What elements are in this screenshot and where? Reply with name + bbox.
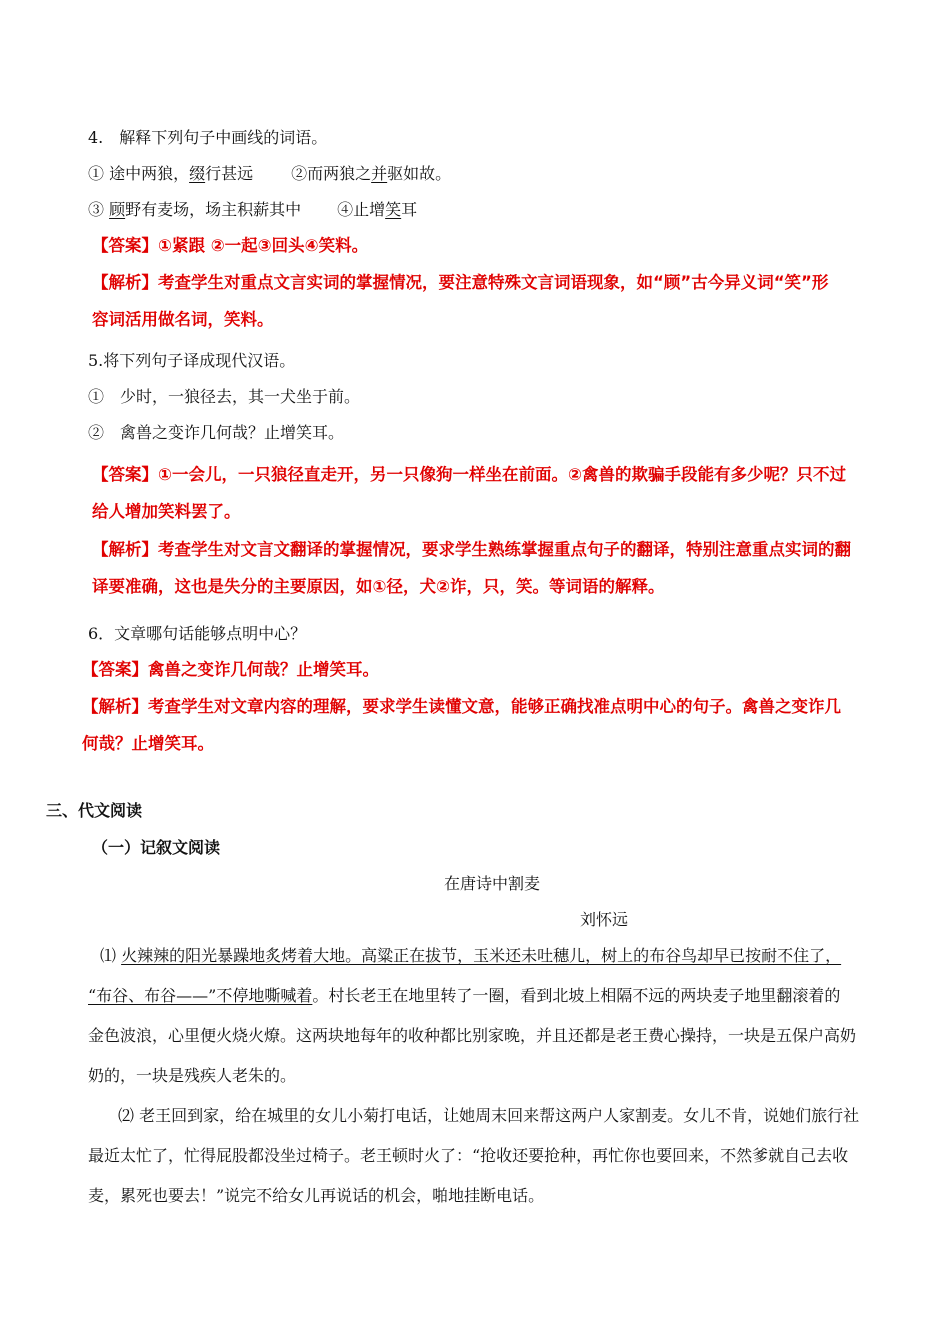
q5-answer-line-2: 给人增加笑料罢了。 [92, 502, 241, 521]
q4-answer: 【答案】①紧跟 ②一起③回头④笑料。 [92, 236, 369, 255]
q6-stem: 6．文章哪句话能够点明中心？ [88, 624, 307, 643]
q6-answer: 【答案】禽兽之变诈几何哉？止增笑耳。 [82, 660, 379, 679]
q5-answer-line-1: 【答案】①一会儿，一只狼径直走开，另一只像狗一样坐在前面。②禽兽的欺骗手段能有多少呢？只不过 [92, 465, 846, 484]
q5-item-2: ② 禽兽之变诈几何哉？止增笑耳。 [88, 423, 345, 442]
q4-line-2 [88, 200, 417, 220]
q5-analysis-line-2: 译要准确，这也是失分的主要原因，如①径，犬②诈，只，笑。等词语的解释。 [92, 577, 665, 596]
paragraph-1-text-b: 。村长老王在地里转了一圈，看到北坡上相隔不远的两块麦子地里翻滚着的 [312, 986, 841, 1005]
section-subheading: （一）记叙文阅读 [92, 838, 221, 857]
paragraph-1-line-3: 金色波浪，心里便火烧火燎。这两块地每年的收种都比别家晚，并且还都是老王费心操持，一块是五保户高奶 [88, 1026, 857, 1045]
q4-line-1 [88, 164, 451, 184]
q4-l1-a-prefix: ① 途中两狼， [88, 164, 190, 183]
paragraph-2-line-3: 麦，累死也要去！”说完不给女儿再说话的机会，啪地挂断电话。 [88, 1186, 545, 1205]
q4-l1-a-suffix: 行甚远 [205, 164, 254, 183]
section-heading: 三、代文阅读 [46, 801, 143, 820]
q4-stem: 4. 解释下列句子中画线的词语。 [88, 128, 328, 147]
q4-l1-a-underlined: 缀 [189, 164, 206, 183]
q4-l2-a-underlined: 顾 [109, 200, 126, 219]
q6-analysis-line-1: 【解析】考查学生对文章内容的理解，要求学生读懂文意，能够正确找准点明中心的句子。禽兽之变诈几 [82, 697, 841, 716]
q4-l2-b-suffix: 耳 [401, 200, 418, 219]
q5-analysis-line-1: 【解析】考查学生对文言文翻译的掌握情况，要求学生熟练掌握重点句子的翻译，特别注意重点实词的翻 [92, 540, 851, 559]
q4-l2-a-suffix: 野有麦场，场主积薪其中 [125, 200, 302, 219]
article-author: 刘怀远 [580, 910, 629, 929]
paragraph-2-line-1: ⑵ 老王回到家，给在城里的女儿小菊打电话，让她周末回来帮这两户人家割麦。女儿不肯，说她们旅行社 [118, 1106, 860, 1125]
q4-l2-b-underlined: 笑 [385, 200, 402, 219]
paragraph-1-line-2 [88, 986, 840, 1006]
paragraph-1-line-4: 奶的，一块是残疾人老朱的。 [88, 1066, 297, 1085]
paragraph-1-number: ⑴ [100, 946, 122, 965]
paragraph-1-line-1 [100, 946, 841, 966]
paragraph-2-line-2: 最近太忙了，忙得屁股都没坐过椅子。老王顿时火了：“抢收还要抢种，再忙你也要回来，不然爹就自己去收 [88, 1146, 849, 1165]
q4-l1-b-suffix: 驱如故。 [387, 164, 452, 183]
q5-stem: 5.将下列句子译成现代汉语。 [88, 351, 296, 370]
article-title: 在唐诗中割麦 [443, 874, 540, 893]
q5-item-1: ① 少时，一狼径去，其一犬坐于前。 [88, 387, 361, 406]
paragraph-1-underlined-a: 火辣辣的阳光暴躁地炙烤着大地。高粱正在拔节，玉米还未吐穗儿，树上的布谷鸟却早已按耐不住了， [121, 946, 842, 965]
q6-analysis-line-2: 何哉？止增笑耳。 [82, 734, 214, 753]
q4-analysis-line-2: 容词活用做名词，笑料。 [92, 310, 274, 329]
q4-l2-a-prefix: ③ [88, 200, 110, 219]
q4-l1-b-prefix: ②而两狼之 [291, 164, 372, 183]
q4-analysis-line-1: 【解析】考查学生对重点文言实词的掌握情况，要注意特殊文言词语现象，如“顾”古今异义词“笑”形 [92, 273, 829, 292]
paragraph-1-underlined-b: “布谷、布谷——”不停地嘶喊着 [88, 986, 313, 1005]
q4-l2-b-prefix: ④止增 [337, 200, 386, 219]
q4-l1-b-underlined: 并 [371, 164, 388, 183]
